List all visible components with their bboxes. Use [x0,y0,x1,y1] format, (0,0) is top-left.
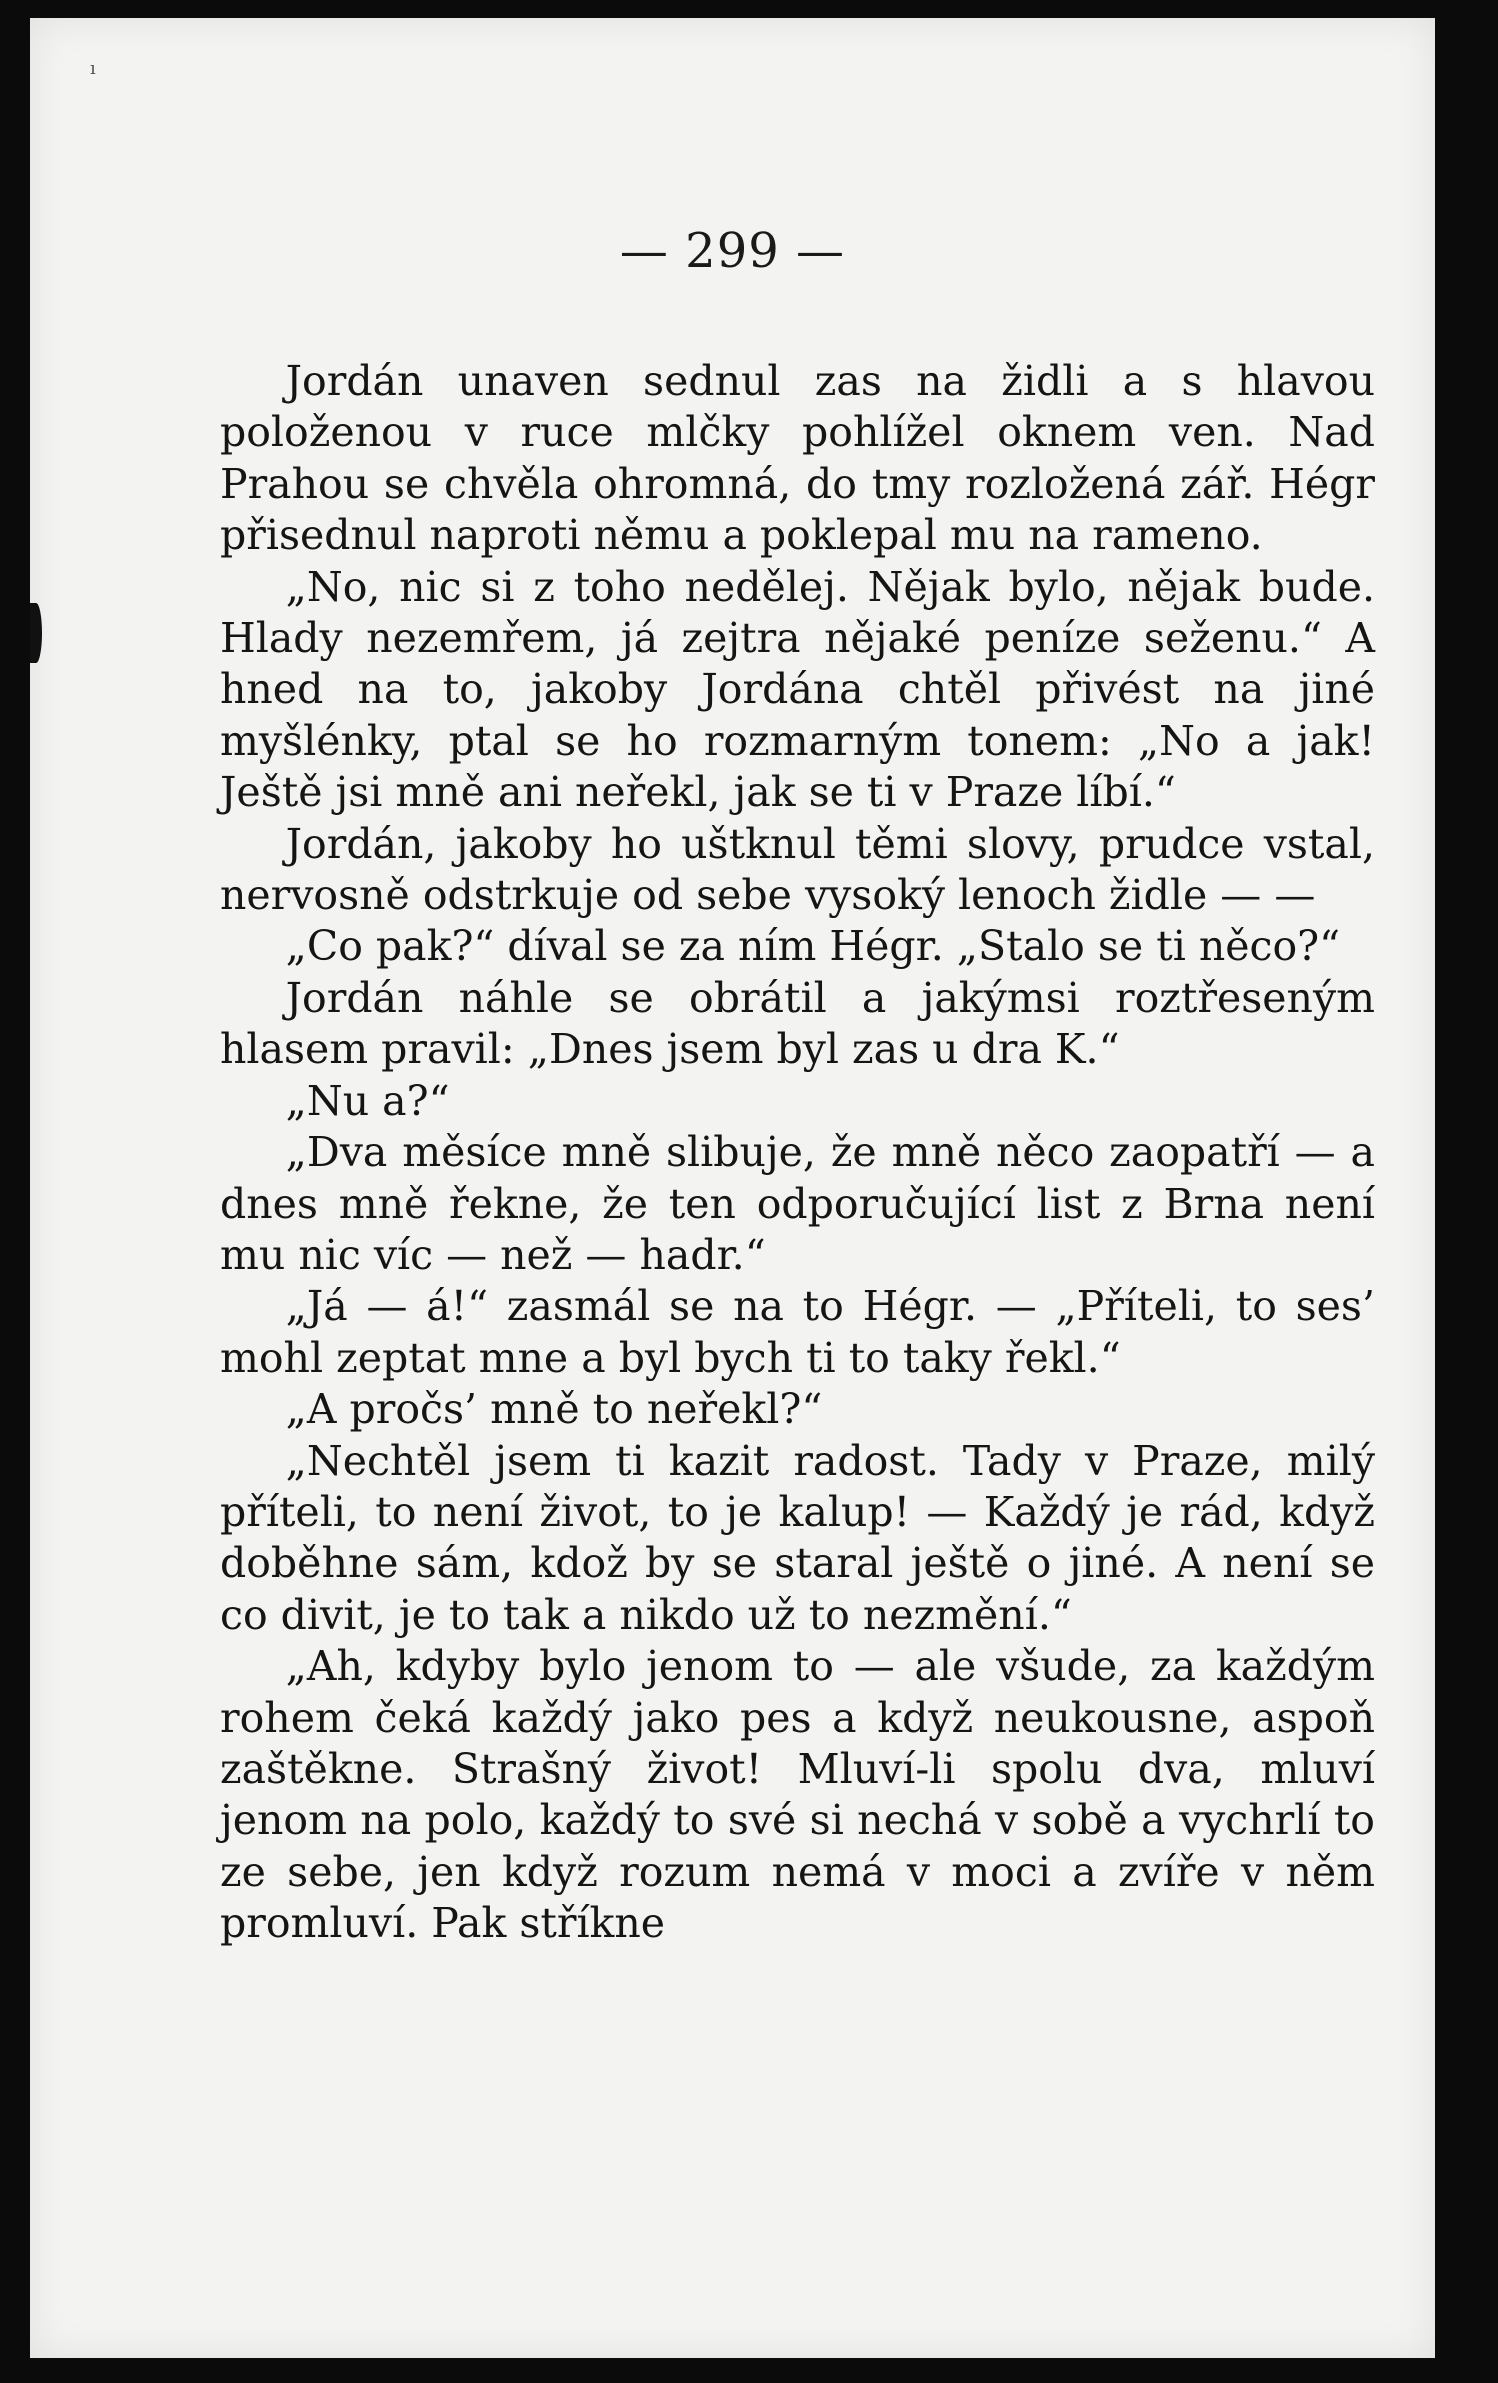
page-number: — 299 — [619,223,846,279]
book-page [30,18,1435,2358]
paragraph: „Dva měsíce mně slibuje, že mně něco zaopatří — a dnes mně řekne, že ten odporučující list z Brna není mu nic víc — než — hadr.“ [220,1128,1375,1279]
paragraph: „Já — á!“ zasmál se na to Hégr. — „Příteli, to ses’ mohl zeptat mne a byl bych ti to taky řekl.“ [220,1282,1375,1382]
binding-mark [30,603,42,663]
paragraph: „Co pak?“ díval se za ním Hégr. „Stalo se ti něco?“ [285,922,1341,971]
paragraph: Jordán náhle se obrátil a jakýmsi roztřeseným hlasem pravil: „Dnes jsem byl zas u dra K.“ [220,973,1375,1074]
paragraph: „A pročs’ mně to neřekl?“ [285,1385,823,1434]
corner-mark: ı [90,58,96,79]
paragraph: „Ah, kdyby bylo jenom to — ale všude, za každým rohem čeká každý jako pes a když neukousne, aspoň zaštěkne. Strašný život! Mluví-li spolu dva, mluví jenom na polo, každý to své si nechá v sobě a vychrlí to ze sebe, jen když rozum nemá v moci a zvíře v něm promluví. Pak stříkne [220,1642,1375,1948]
paragraph: Jordán unaven sednul zas na židli a s hlavou položenou v ruce mlčky pohlížel oknem ven. Nad Prahou se chvěla ohromná, do tmy rozložená zář. Hégr přisednul naproti němu a poklepal mu na rameno. [220,357,1375,560]
paragraph: „No, nic si z toho nedělej. Nějak bylo, nějak bude. Hlady nezemřem, já zejtra nějaké peníze seženu.“ A hned na to, jakoby Jordána chtěl přivést na jiné myšlénky, ptal se ho rozmarným tonem: „No a jak! Ještě jsi mně ani neřekl, jak se ti v Praze líbí.“ [220,562,1375,817]
paragraph: Jordán, jakoby ho uštknul těmi slovy, prudce vstal, nervosně odstrkuje od sebe vysoký lenoch židle — — [220,819,1375,920]
paragraph: „Nechtěl jsem ti kazit radost. Tady v Praze, milý příteli, to není život, to je kalup! — Každý je rád, když doběhne sám, kdož by se staral ještě o jiné. A není se co divit, je to tak a nikdo už to nezmění.“ [220,1436,1375,1639]
paragraph: „Nu a?“ [285,1076,450,1125]
text-body [220,356,1375,1950]
